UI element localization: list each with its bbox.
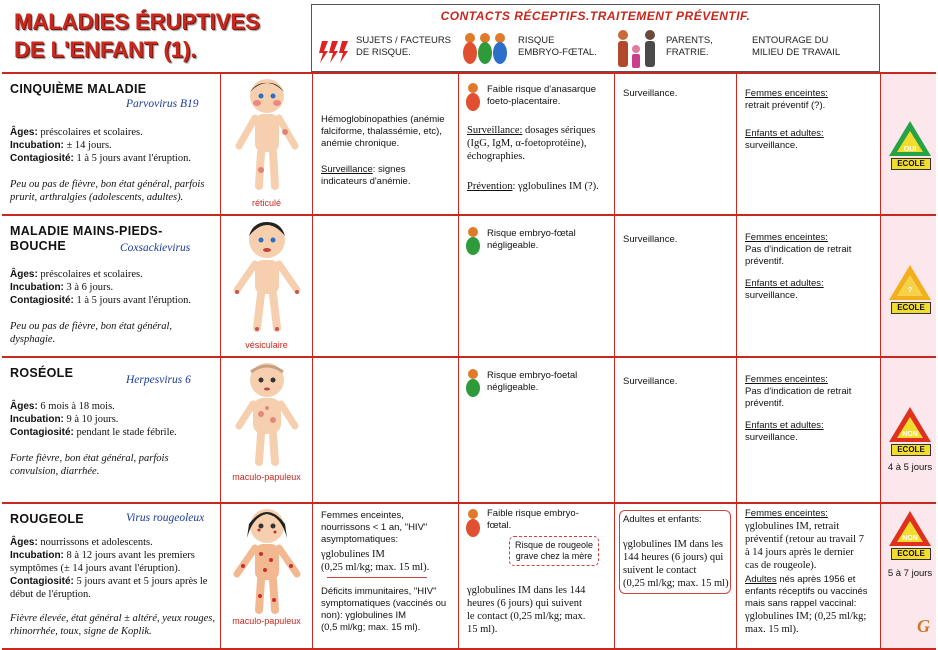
pregnant-woman-icon — [463, 508, 483, 538]
entourage-cell — [736, 358, 880, 504]
signature-logo: G — [917, 616, 930, 636]
pregnant-women-icon — [460, 31, 510, 69]
disease-cell — [2, 216, 220, 358]
child-rash-illustration — [221, 74, 313, 202]
page-title — [14, 8, 304, 64]
risk-surveillance: Surveillance: signes indicateurs d'anémie. — [321, 164, 411, 187]
parents-cell — [614, 358, 736, 504]
entourage-cell — [736, 74, 880, 216]
header-parents: PARENTS, FRATRIE. — [666, 35, 713, 58]
risk-text: Hémoglobinopathies (anémie falciforme, thalassémie, etc), anémie chronique. — [321, 114, 445, 149]
disease-name: ROSÉOLE — [10, 366, 74, 380]
disease-incubation: Incubation: 9 à 10 jours. — [10, 414, 119, 425]
disease-incubation: Incubation: 8 à 12 jours avant les premiers symptômes (± 14 jours avant l'éruption). — [10, 550, 195, 574]
virus-name: Herpesvirus 6 — [126, 374, 191, 386]
disease-ages: Âges: nourrissons et adolescents. — [10, 537, 153, 548]
disease-description: Forte fièvre, bon état général, parfois convulsion, diarrhée. — [10, 453, 169, 477]
risk-factors-cell — [312, 74, 458, 216]
disease-contagiosite: Contagiosité: 5 jours avant et 5 jours après le début de l'éruption. — [10, 576, 208, 600]
fetal-surveillance: Surveillance: dosages sériques (IgG, IgM, α-foetoprotéine), échographies. — [467, 125, 596, 162]
fetal-risk-cell — [458, 74, 614, 216]
disease-cell — [2, 358, 220, 504]
title-line-1: MALADIES ÉRUPTIVES — [14, 9, 260, 34]
contacts-title: CONTACTS RÉCEPTIFS.TRAITEMENT PRÉVENTIF. — [440, 9, 751, 23]
school-cell — [880, 358, 936, 504]
virus-name: Coxsackievirus — [120, 242, 191, 254]
school-cell — [880, 504, 936, 648]
fetal-risk-cell — [458, 358, 614, 504]
header-risk-subjects: SUJETS / FACTEURS DE RISQUE. — [356, 35, 452, 58]
fetal-risk-text: Faible risque embryo- fœtal. — [487, 508, 579, 531]
header-fetal-risk: RISQUE EMBRYO-FŒTAL. — [518, 35, 597, 58]
pregnant-woman-icon — [463, 82, 483, 112]
school-cell — [880, 216, 936, 358]
disease-ages: Âges: 6 mois à 18 mois. — [10, 401, 115, 412]
parents-cell — [614, 216, 736, 358]
school-sign: ? ECOLE — [887, 262, 933, 307]
disease-name: MALADIE MAINS-PIEDS- BOUCHE — [10, 224, 163, 253]
risk-factors-cell — [312, 216, 458, 358]
disease-incubation: Incubation: ± 14 jours. — [10, 140, 112, 151]
disease-name: ROUGEOLE — [10, 512, 84, 526]
child-rash-illustration — [221, 216, 313, 344]
entourage-text: Femmes enceintes: Pas d'indication de retrait préventif. Enfants et adultes: surveillance. — [745, 232, 852, 301]
fetal-risk-cell — [458, 504, 614, 648]
entourage-cell — [736, 216, 880, 358]
entourage-adults-treatment: γglobulines IM; (0,25 ml/kg; max. 15 ml). — [745, 611, 867, 635]
disease-cell — [2, 504, 220, 648]
risk-treatment: γglobulines IM (0,25 ml/kg; max. 15 ml). — [321, 549, 430, 573]
disease-contagiosite: Contagiosité: 1 à 5 jours avant l'éruption. — [10, 295, 191, 306]
divider — [327, 577, 427, 578]
fetal-risk-text: Risque embryo-foetal négligeable. — [487, 370, 578, 393]
table-row — [2, 214, 936, 358]
risk-immunodeficiency: Déficits immunitaires, "HIV" symptomatiques (vaccinés ou non): γglobulines IM (0,5 ml/kg; max. 15 ml). — [321, 586, 447, 633]
rash-caption: vésiculaire — [245, 340, 288, 350]
school-sign: OUI ECOLE — [887, 118, 933, 163]
school-sign: NON ECOLE — [887, 404, 933, 449]
parents-text: Surveillance. — [623, 376, 678, 387]
title-line-2: DE L'ENFANT (1). — [14, 37, 197, 62]
disease-description: Peu ou pas de fièvre, bon état général, dysphagie. — [10, 321, 173, 345]
pregnant-woman-icon — [463, 226, 483, 256]
child-illustration-cell — [220, 74, 312, 216]
lightning-icon — [316, 39, 352, 65]
parents-cell — [614, 504, 736, 648]
table-row — [2, 356, 936, 504]
fetal-warning-note: Risque de rougeole grave chez la mère — [509, 536, 599, 566]
disease-table — [2, 72, 936, 646]
pregnant-woman-icon — [463, 368, 483, 398]
disease-cell — [2, 74, 220, 216]
entourage-text: Femmes enceintes: retrait préventif (?). Enfants et adultes: surveillance. — [745, 88, 828, 151]
parents-cell — [614, 74, 736, 216]
disease-name: CINQUIÈME MALADIE — [10, 82, 147, 96]
virus-name: Parvovirus B19 — [126, 98, 199, 110]
header-entourage: ENTOURAGE DU MILIEU DE TRAVAIL — [752, 35, 841, 58]
disease-description: Peu ou pas de fièvre, bon état général, parfois prurit, arthralgies (adolescents, adultes). — [10, 179, 205, 203]
school-days: 5 à 7 jours — [887, 568, 933, 579]
parents-text: Surveillance. — [623, 234, 678, 245]
school-cell — [880, 74, 936, 216]
warning-triangle-icon — [887, 262, 933, 302]
disease-ages: Âges: préscolaires et scolaires. — [10, 127, 143, 138]
parents-title: Adultes et enfants: — [623, 514, 702, 525]
entourage-cell — [736, 504, 880, 648]
parents-text: γglobulines IM dans les 144 heures (6 jours) qui suivent le contact (0,25 ml/kg; max. 15 ml) — [623, 539, 729, 589]
child-illustration-cell — [220, 216, 312, 358]
table-row — [2, 502, 936, 650]
rash-caption: réticulé — [251, 198, 281, 208]
fetal-risk-text: Risque embryo-fœtal négligeable. — [487, 228, 576, 251]
disease-contagiosite: Contagiosité: 1 à 5 jours avant l'éruption. — [10, 153, 191, 164]
fetal-risk-cell — [458, 216, 614, 358]
disease-description: Fièvre élevée, état général ± altéré, yeux rouges, rhinorrhée, toux, signe de Koplik. — [10, 613, 215, 637]
entourage-pregnant-text: γglobulines IM, retrait préventif (retour au travail 7 à 14 jours après le dernier cas de rougeole). — [745, 521, 864, 571]
disease-ages: Âges: préscolaires et scolaires. — [10, 269, 143, 280]
table-row — [2, 72, 936, 216]
entourage-text: Femmes enceintes: Pas d'indication de retrait préventif. Enfants et adultes: surveillance. — [745, 374, 852, 443]
disease-contagiosite: Contagiosité: pendant le stade fébrile. — [10, 427, 177, 438]
fetal-prevention: γglobulines IM dans les 144 heures (6 jours) qui suivent le contact (0,25 ml/kg; max. 15 ml). — [467, 585, 586, 635]
fetal-risk-text: Faible risque d'anasarque foeto-placentaire. — [487, 84, 597, 107]
family-icon — [614, 29, 660, 69]
school-days: 4 à 5 jours — [887, 462, 933, 473]
risk-text: Femmes enceintes, nourrissons < 1 an, "HIV" asymptomatiques: — [321, 510, 428, 545]
parents-text: Surveillance. — [623, 88, 678, 99]
child-rash-illustration — [221, 358, 313, 470]
entourage-adults: Adultes nés après 1956 et enfants réceptifs ou vaccinés mais sans rappel vaccinal: — [745, 574, 868, 609]
risk-factors-cell — [312, 504, 458, 648]
disease-incubation: Incubation: 3 à 6 jours. — [10, 282, 114, 293]
school-sign: NON ECOLE — [887, 508, 933, 553]
rash-caption: maculo-papuleux — [232, 616, 301, 626]
child-illustration-cell — [220, 504, 312, 648]
fetal-prevention: Prévention: γglobulines IM (?). — [467, 181, 599, 192]
child-rash-illustration — [221, 504, 313, 616]
risk-factors-cell — [312, 358, 458, 504]
child-illustration-cell — [220, 358, 312, 504]
virus-name: Virus rougeoleux — [126, 512, 205, 524]
contacts-header — [311, 4, 880, 72]
rash-caption: maculo-papuleux — [232, 472, 301, 482]
entourage-pregnant: Femmes enceintes: — [745, 508, 828, 519]
